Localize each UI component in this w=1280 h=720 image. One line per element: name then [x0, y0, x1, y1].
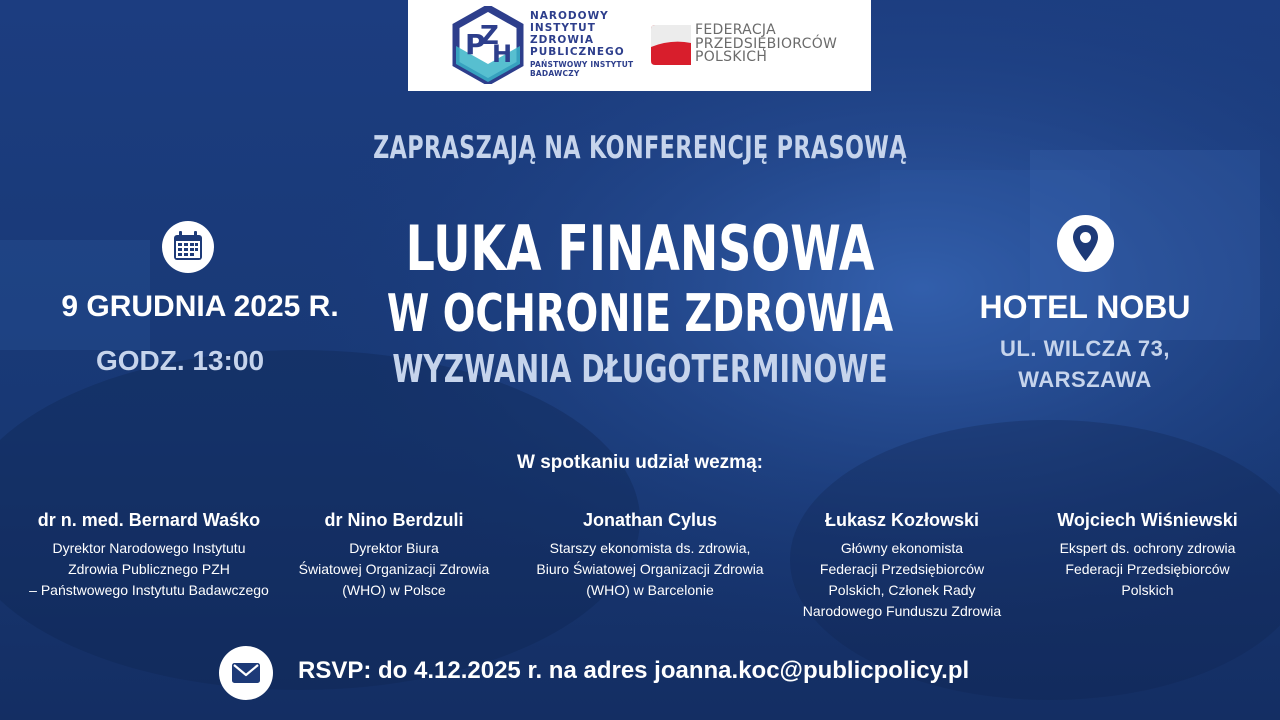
speaker-card: [289, 510, 499, 601]
venue-city: WARSZAWA: [1018, 367, 1152, 392]
pzh-line: INSTYTUT: [530, 22, 596, 34]
event-date: 9 GRUDNIA 2025 R.: [61, 290, 339, 323]
pzh-logo: [452, 6, 524, 84]
svg-text:Z: Z: [480, 21, 499, 51]
speaker-role-line: – Państwowego Instytutu Badawczego: [29, 582, 269, 598]
speaker-role-line: Dyrektor Narodowego Instytutu: [52, 540, 246, 556]
participants-heading: W spotkaniu udział wezmą:: [517, 452, 763, 473]
pzh-line: ZDROWIA: [530, 34, 594, 46]
speaker-card: [1040, 510, 1255, 601]
calendar-icon: [162, 221, 214, 273]
speaker-role-line: Dyrektor Biura: [349, 540, 439, 556]
svg-text:P: P: [465, 28, 486, 61]
speaker-role-line: Federacji Przedsiębiorców: [1065, 561, 1230, 577]
speaker-role-line: Starszy ekonomista ds. zdrowia,: [549, 540, 751, 556]
speaker-card: [18, 510, 280, 601]
fpp-logo-text: [695, 24, 837, 65]
speaker-role-line: Polskich: [1121, 582, 1174, 598]
speaker-role-line: Zdrowia Publicznego PZH: [68, 561, 230, 577]
speaker-role-line: Narodowego Funduszu Zdrowia: [802, 603, 1002, 619]
fpp-line: PRZEDSIĘBIORCÓW: [695, 35, 838, 52]
title-line-2: W OCHRONIE ZDROWIA: [386, 284, 894, 344]
speaker-role-line: (WHO) w Polsce: [342, 582, 446, 598]
pzh-line: PUBLICZNEGO: [530, 46, 625, 58]
speaker-card: [525, 510, 775, 601]
speaker-name: dr n. med. Bernard Waśko: [37, 510, 261, 530]
speaker-role-line: Polskich, Członek Rady: [828, 582, 976, 598]
venue-address: [960, 333, 1210, 395]
speaker-role-line: Ekspert ds. ochrony zdrowia: [1059, 540, 1236, 556]
fpp-line: FEDERACJA: [695, 22, 776, 38]
fpp-line: POLSKICH: [695, 49, 768, 65]
speaker-role-line: Główny ekonomista: [840, 540, 964, 556]
pzh-subline: BADAWCZY: [530, 69, 580, 78]
pzh-logo-text: [530, 10, 633, 78]
polish-flag-logo: [651, 25, 691, 65]
pzh-subline: PAŃSTWOWY INSTYTUT: [530, 60, 634, 69]
title-line-1: LUKA FINANSOWA: [405, 212, 875, 285]
venue-name: HOTEL NOBU: [979, 289, 1191, 325]
speaker-role-line: Federacji Przedsiębiorców: [819, 561, 985, 577]
speaker-name: Wojciech Wiśniewski: [1057, 510, 1238, 530]
speaker-name: dr Nino Berdzuli: [324, 510, 464, 530]
speaker-role-line: Światowej Organizacji Zdrowia: [298, 561, 490, 577]
title-subtitle: WYZWANIA DŁUGOTERMINOWE: [392, 347, 888, 391]
speaker-name: Łukasz Kozłowski: [824, 510, 980, 530]
envelope-icon: [219, 646, 273, 700]
event-time: GODZ. 13:00: [95, 345, 265, 376]
svg-text:H: H: [492, 40, 513, 68]
rsvp-line[interactable]: RSVP: do 4.12.2025 r. na adres joanna.koc@publicpolicy.pl: [298, 657, 970, 684]
venue-street: UL. WILCZA 73,: [1000, 336, 1170, 361]
speaker-role-line: (WHO) w Barcelonie: [586, 582, 714, 598]
speaker-role-line: Biuro Światowej Organizacji Zdrowia: [536, 561, 764, 577]
pzh-line: NARODOWY: [530, 10, 609, 22]
speaker-name: Jonathan Cylus: [582, 510, 718, 530]
invite-heading: ZAPRASZAJĄ NA KONFERENCJĘ PRASOWĄ: [373, 130, 907, 166]
map-pin-icon: [1057, 215, 1114, 272]
speaker-card: [792, 510, 1012, 622]
